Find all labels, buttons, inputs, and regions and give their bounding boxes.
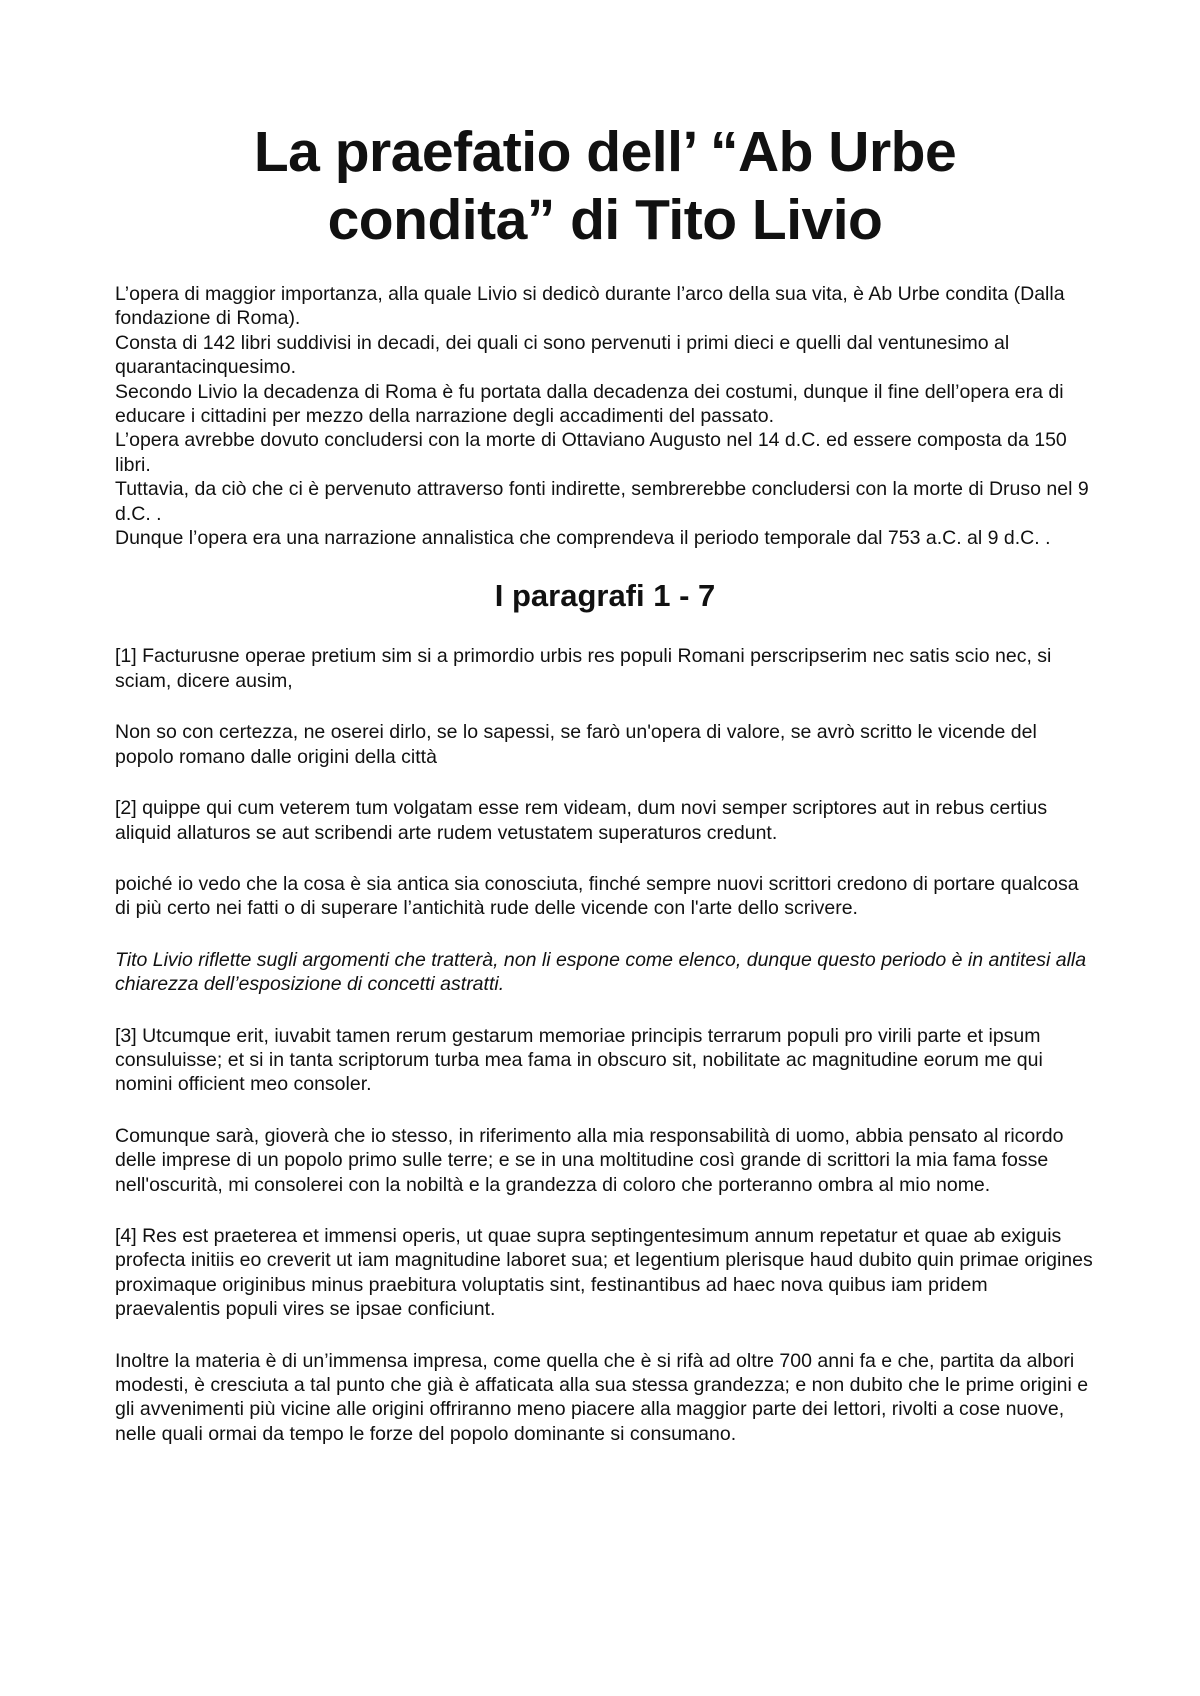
translation-paragraph-3: Comunque sarà, gioverà che io stesso, in riferimento alla mia responsabilità di uomo, abbia pensato al ricordo delle imprese di un popolo primo sulle terre; e se in una moltitudine così grande di scrittori la mia fama fosse nell'oscurità, mi consolerei con la nobiltà e la grandezza di coloro che porteranno ombra al mio nome. — [115, 1124, 1064, 1196]
latin-paragraph-1: [1] Facturusne operae pretium sim si a primordio urbis res populi Romani perscripserim nec satis scio nec, si sciam, dicere ausim, — [115, 645, 1052, 692]
translation-paragraph-2: poiché io vedo che la cosa è sia antica sia conosciuta, finché sempre nuovi scrittori credono di portare qualcosa di più certo nei fatti o di superare l’antichità rude delle vicende con l'arte dello scrivere. — [115, 872, 1079, 920]
section-heading: I paragrafi 1 - 7 — [494, 578, 716, 614]
intro-line: Dunque l’opera era una narrazione annalistica che comprendeva il periodo temporale dal 753 a.C. al 9 d.C. . — [115, 527, 1051, 550]
document-title-line-1: La praefatio dell’ “Ab Urbe — [253, 120, 957, 184]
intro-line: L’opera di maggior importanza, alla quale Livio si dedicò durante l’arco della sua vita, è Ab Urbe condita (Dalla fondazione di Roma). — [115, 283, 1065, 330]
translation-paragraph-4: Inoltre la materia è di un’immensa impresa, come quella che è si rifà ad oltre 700 anni fa e che, partita da albori modesti, è cresciuta a tal punto che già è affaticata alla sua stessa grandezza; e non dubito che le prime origini e gli avvenimenti più vicine alle origini offriranno meno piacere alla maggior parte dei lettori, rivolti a cose nuove, nelle quali ormai da tempo le forze del popolo dominante si consumano. — [115, 1349, 1089, 1445]
intro-line: Consta di 142 libri suddivisi in decadi, dei quali ci sono pervenuti i primi dieci e quelli dal ventunesimo al quarantacinquesimo. — [115, 331, 1010, 379]
latin-paragraph-4: [4] Res est praeterea et immensi operis, ut quae supra septingentesimum annum repetatur et quae ab exiguis profecta initiis eo creverit ut iam magnitudine laboret sua; et legentium plerisque haud dubito quin primae origines proximaque originibus minus praebitura voluptatis sint, festinantibus ad haec nova quibus iam pridem praevalentis populi vires se ipsae conficiunt. — [115, 1224, 1093, 1321]
document-title — [115, 118, 1095, 254]
commentary-paragraph: Tito Livio riflette sugli argomenti che tratterà, non li espone come elenco, dunque questo periodo è in antitesi alla chiarezza dell’esposizione di concetti astratti. — [115, 948, 1087, 996]
document-page — [115, 0, 1095, 1446]
intro-line: Tuttavia, da ciò che ci è pervenuto attraverso fonti indirette, sembrerebbe concludersi con la morte di Druso nel 9 d.C. . — [115, 478, 1089, 525]
document-title-line-2: condita” di Tito Livio — [327, 188, 883, 252]
intro-line: Secondo Livio la decadenza di Roma è fu portata dalla decadenza dei costumi, dunque il fine dell’opera era di educare i cittadini per mezzo della narrazione degli accadimenti del passato. — [115, 380, 1064, 428]
intro-block — [115, 282, 1095, 550]
intro-line: L’opera avrebbe dovuto concludersi con la morte di Ottaviano Augusto nel 14 d.C. ed essere composta da 150 libri. — [115, 429, 1067, 476]
translation-paragraph-1: Non so con certezza, ne oserei dirlo, se lo sapessi, se farò un'opera di valore, se avrò scritto le vicende del popolo romano dalle origini della città — [115, 721, 1037, 768]
latin-paragraph-2: [2] quippe qui cum veterem tum volgatam esse rem videam, dum novi semper scriptores aut in rebus certius aliquid allaturos se aut scribendi arte rudem vetustatem superaturos credunt. — [115, 797, 1048, 844]
latin-paragraph-3: [3] Utcumque erit, iuvabit tamen rerum gestarum memoriae principis terrarum populi pro virili parte et ipsum consuluisse; et si in tanta scriptorum turba mea fama in obscuro sit, nobilitate ac magnitudine eorum me qui nomini officient meo consoler. — [115, 1024, 1043, 1096]
